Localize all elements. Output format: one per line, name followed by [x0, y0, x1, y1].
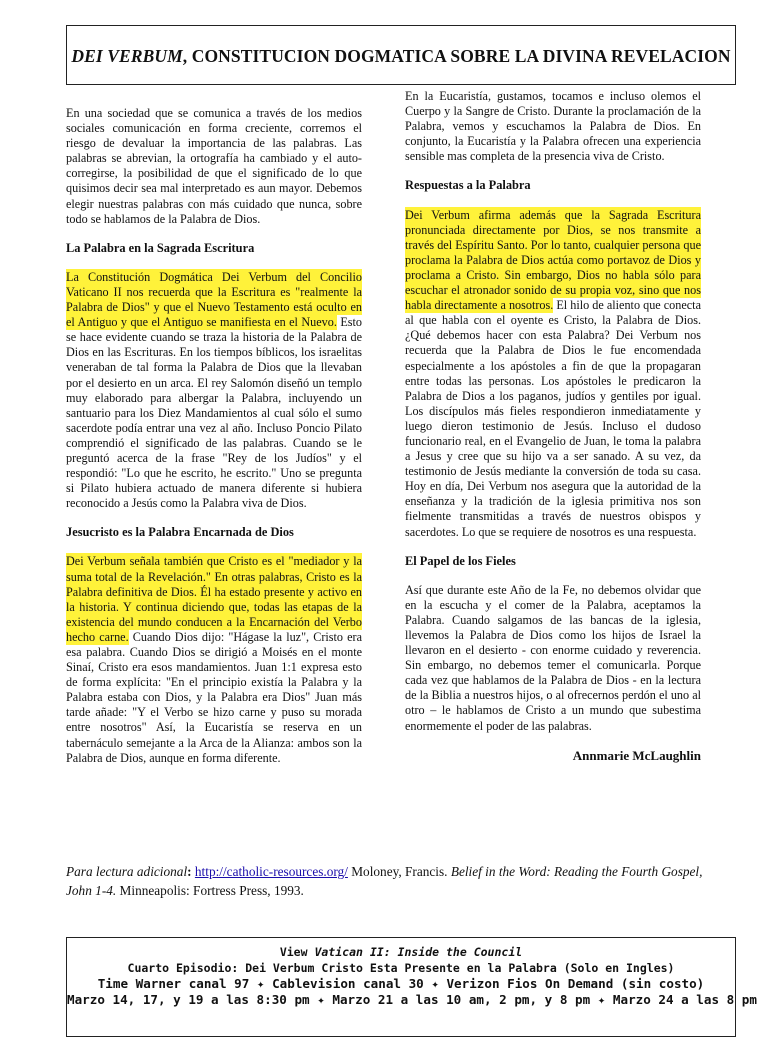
citation-publisher: Minneapolis: Fortress Press, 1993.	[116, 883, 304, 898]
section-paragraph-escritura	[66, 270, 362, 512]
further-reading	[66, 862, 706, 900]
section-heading-escritura: La Palabra en la Sagrada Escritura	[66, 240, 255, 255]
further-reading-colon: :	[187, 864, 192, 879]
title-box	[66, 25, 736, 85]
page-title	[67, 26, 735, 86]
title-rest: , CONSTITUCION DOGMATICA SOBRE LA DIVINA REVELACION	[182, 46, 731, 66]
section-paragraph-jesucristo	[66, 554, 362, 765]
body-text: El hilo de aliento que conecta al que habla con el oyente es Cristo, la Palabra de Dios. ¿Qué debemos hacer con esta Palabra? Dei Verbum nos recuerda que la Palabra de Dios le fue encomendada especialmente a los apóstoles a fin de que la propagaran entre todas las personas. Los apóstoles le predicaron la Palabra de Dios a los paganos, judíos y gentiles por igual. Los discípulos más fieles respondieron inmediatamente y luego dieron testimonio de Jesús. Incluso el dudoso funcionario real, en el Evangelio de Juan, le toma la palabra a Jesus y cree que su hijo va a ser sanado. A su vez, da testimonio de Jesús mediante la conversión de toda su casa. Hoy en día, Dei Verbum nos asegura que la autoridad de la enseñanza y la tradición de la iglesia primitiva nos son fielmente transmitidas a través de nuestros obispos y sacerdotes. Lo que se requiere de nosotros es una respuesta.	[405, 298, 701, 539]
citation-author: Moloney, Francis.	[347, 864, 451, 879]
continuation-paragraph: En la Eucaristía, gustamos, tocamos e incluso olemos el Cuerpo y la Sangre de Cristo. Durante la proclamación de la Palabra, vemos y escuchamos la Palabra de Dios. En conjunto, la Eucaristía y la Palabra ofrecen una experiencia sensible mas completa de la presencia viva de Cristo.	[405, 89, 701, 164]
highlighted-text: Dei Verbum señala también que Cristo es el "mediador y la suma total de la Revelación." En otras palabras, Cristo es la Palabra definitiva de Dios. Él ha estado presente y activo en la historia. Y continua diciendo que, todas las etapas de la existencia del mundo conducen a la Encarnación del Verbo hecho carne.	[66, 554, 362, 644]
tv-line-dates: Marzo 14, 17, y 19 a las 8:30 pm ✦ Marzo 21 a las 10 am, 2 pm, y 8 pm ✦ Marzo 24 a las 8 pm	[67, 992, 757, 1007]
author-signature: Annmarie McLaughlin	[572, 747, 701, 763]
body-text: Esto se hace evidente cuando se traza la historia de la Palabra de Dios en las Escrituras. En los tiempos bíblicos, los israelitas veneraban de tal forma la Palabra de Dios que la llevaban por el desierto en un arca. El rey Salomón diseñó un templo muy elaborado para albergar la Palabra, incluyendo un santuario para los Diez Mandamientos al cual sólo el sumo sacerdote podía entrar una vez al año. Incluso Poncio Pilato comprendió el significado de las palabras. Cuando se le preguntó acerca de la frase "Rey de los Judíos" y el respondió: "Lo que he escrito, he escrito." Uno se pregunta si Pilato hubiera actuado de manera diferente si hubiera reconocido a Jesús como la Palabra viva de Dios.	[66, 315, 362, 511]
right-column	[405, 89, 701, 763]
tv-view-prefix: View	[279, 945, 315, 959]
section-heading-jesucristo: Jesucristo es la Palabra Encarnada de Dios	[66, 525, 294, 540]
tv-schedule-box	[66, 937, 757, 1037]
section-paragraph-respuestas	[405, 208, 701, 540]
tv-line-view	[67, 944, 735, 960]
tv-show-title: Vatican II: Inside the Council	[314, 945, 523, 959]
tv-line-channels: Time Warner canal 97 ✦ Cablevision canal 30 ✦ Verizon Fios On Demand (sin costo)	[97, 976, 705, 991]
section-heading-respuestas: Respuestas a la Palabra	[405, 178, 531, 193]
section-paragraph-fieles: Así que durante este Año de la Fe, no debemos olvidar que en la escucha y el comer de la Palabra, aceptamos la Palabra. Cuando salgamos de las bancas de la iglesia, llevemos la Palabra de Dios como los hijos de Israel la llevaron en el desierto - con enorme cuidado y reverencia. Sin embargo, no debemos temer el comunicarla. Porque cada vez que hablamos de la Palabra de Dios - en la lectura de la Biblia a nuestros hijos, o al ofrecernos perdón el uno al otro – le hablamos de Cristo a un mundo que subestima enormemente el poder de las palabras.	[405, 582, 701, 733]
citation-book-title: Belief in the Word: Reading the Fourth Gospel, John 1-4.	[66, 864, 703, 898]
further-reading-label: Para lectura adicional	[66, 864, 188, 879]
intro-paragraph: En una sociedad que se comunica a través de los medios sociales comunicación en forma creciente, corremos el riesgo de devaluar la importancia de las palabras. Las palabras se abrevian, la ortografía ha cambiado y el auto-corregirse, la posibilidad de que el significado de lo que quisimos decir sea mal interpretado es aun mayor. Debemos elegir nuestras palabras con más cuidado que nunca, sobre todo se hablamos de la Palabra de Dios.	[66, 106, 362, 226]
tv-line-episode: Cuarto Episodio: Dei Verbum Cristo Esta Presente en la Palabra (Solo en Ingles)	[127, 961, 675, 975]
body-text: Cuando Dios dijo: "Hágase la luz", Cristo era esa palabra. Cuando Dios se dirigió a Moisés en el monte Sinaí, Cristo era esos mandamientos. Juan 1:1 expresa esto de forma explícita: "En el principio existía la Palabra y la Palabra estaba con Dios, y la Palabra era Dios" Juan más tarde añade: "Y el Verbo se hizo carne y puso su morada entre nosotros" Así, la Eucaristía se reserva en un tabernáculo semejante a la Arca de la Alianza: ambos son la Palabra de Dios, aunque en forma diferente.	[66, 629, 362, 765]
section-heading-fieles: El Papel de los Fieles	[405, 553, 516, 568]
highlighted-text: La Constitución Dogmática Dei Verbum del Concilio Vaticano II nos recuerda que la Escritura es "realmente la Palabra de Dios" y que el Nuevo Testamento está oculto en el Antiguo y que el Antiguo se manifiesta en el Nuevo.	[66, 269, 362, 330]
highlighted-text: Dei Verbum afirma además que la Sagrada Escritura pronunciada directamente por Dios, se nos transmite a través del Espíritu Santo. Por lo tanto, cualquier persona que proclama la Palabra de Dios actúa como portavoz de Dios y proclama a Cristo. Sin embargo, Dios no habla sólo para escuchar el atronador sonido de su propia voz, sino que nos habla directamente a nosotros.	[405, 207, 701, 313]
left-column	[66, 106, 362, 780]
resource-link[interactable]: http://catholic-resources.org/	[194, 864, 348, 879]
title-italic: DEI VERBUM	[71, 46, 183, 66]
